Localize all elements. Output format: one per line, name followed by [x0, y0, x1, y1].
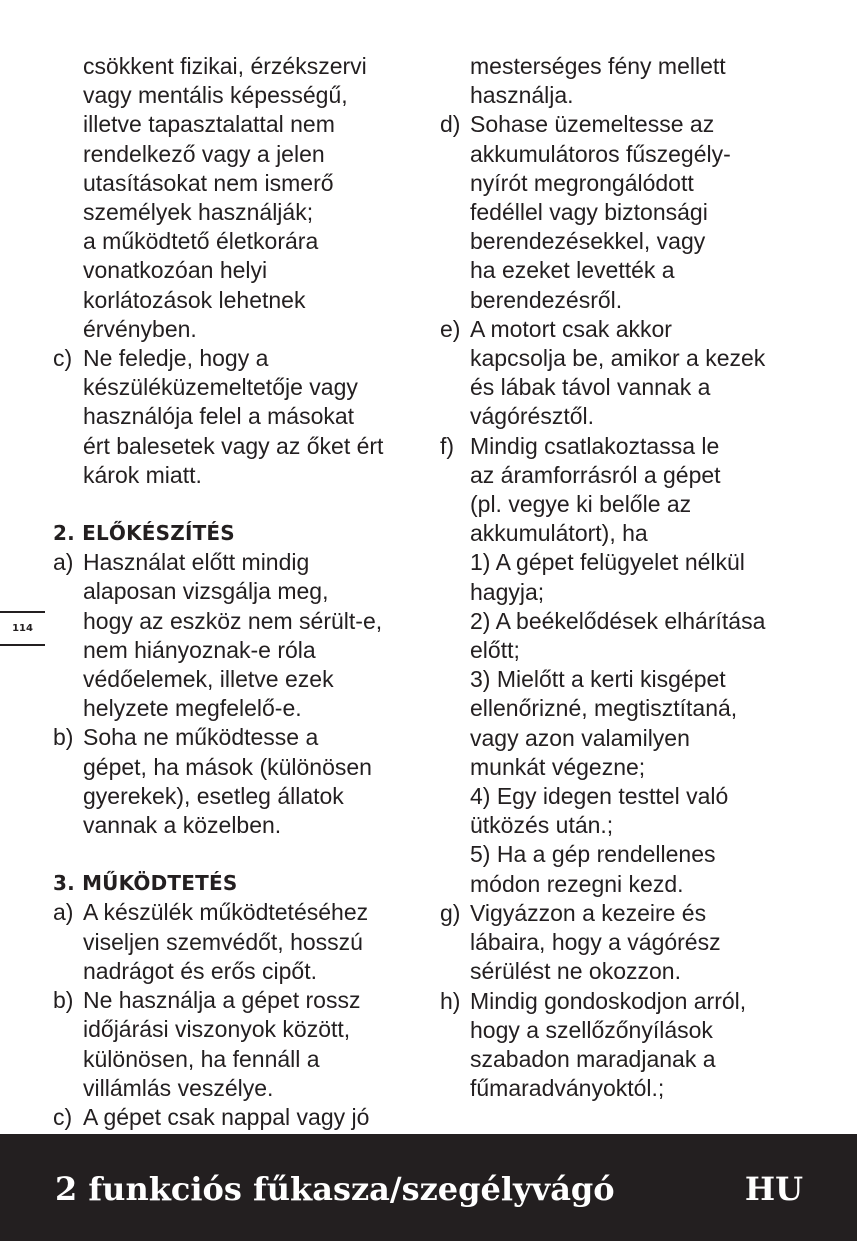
list-item-e [440, 315, 810, 432]
text-line: Sohase üzemeltesse az [470, 111, 715, 138]
text-line: berendezésről. [470, 286, 623, 313]
section-heading-preparation: 2. ELŐKÉSZÍTÉS [53, 521, 235, 546]
list-marker: a) [53, 549, 74, 576]
text-line: vágórésztől. [470, 403, 595, 430]
list-marker: g) [440, 899, 461, 926]
text-line: sérülést ne okozzon. [470, 958, 681, 985]
list-item-text [83, 548, 423, 723]
language-code: HU [744, 1170, 803, 1208]
text-line: berendezésekkel, vagy [470, 228, 706, 255]
text-line: módon rezegni kezd. [470, 870, 684, 897]
text-line: kapcsolja be, amikor a kezek [470, 345, 766, 372]
text-line: alaposan vizsgálja meg, [83, 578, 329, 605]
text-line: fedéllel vagy biztonsági [470, 199, 708, 226]
text-line: A gépet csak nappal vagy jó [83, 1103, 370, 1130]
list-marker: b) [53, 987, 74, 1014]
list-item-f [440, 432, 810, 899]
text-line: ütközés után.; [470, 812, 614, 839]
text-line: 2) A beékelődések elhárítása [470, 607, 766, 634]
text-line: nem hiányoznak-e róla [83, 636, 316, 663]
text-line: nyírót megrongálódott [470, 169, 694, 196]
list-item-g [440, 899, 810, 987]
text-line: illetve tapasztalattal nem [83, 111, 335, 138]
text-line: vagy mentális képességű, [83, 82, 348, 109]
text-line: Mindig gondoskodjon arról, [470, 987, 747, 1014]
list-item-text [83, 344, 423, 490]
text-line: (pl. vegye ki belőle az [470, 491, 692, 518]
text-line: Ne feledje, hogy a [83, 345, 269, 372]
list-marker: h) [440, 987, 461, 1014]
text-line: gyerekek), esetleg állatok [83, 782, 344, 809]
text-line: vonatkozóan helyi [83, 257, 268, 284]
list-marker: f) [440, 432, 455, 459]
list-item-c [53, 344, 423, 490]
right-column [440, 52, 810, 1103]
list-item-text [470, 315, 810, 432]
list-marker: d) [440, 111, 461, 138]
text-line: lábaira, hogy a vágórész [470, 929, 721, 956]
product-title: 2 funkciós fűkasza/szegélyvágó [55, 1170, 615, 1208]
text-line: használója felel a másokat [83, 403, 355, 430]
text-line: akkumulátort), ha [470, 520, 648, 547]
section-heading-operation: 3. MŰKÖDTETÉS [53, 871, 238, 896]
text-line: hogy az eszköz nem sérült-e, [83, 607, 383, 634]
text-line: villámlás veszélye. [83, 1074, 274, 1101]
text-line: ellenőrizné, megtisztítaná, [470, 695, 738, 722]
text-line: korlátozások lehetnek [83, 286, 306, 313]
text-line: használja. [470, 82, 574, 109]
list-item-c [53, 1103, 423, 1132]
continued-paragraph [440, 52, 810, 110]
text-line: akkumulátoros fűszegély- [470, 140, 731, 167]
list-item-text [470, 432, 810, 899]
text-line: A készülék működtetéséhez [83, 899, 369, 926]
text-line: védőelemek, illetve ezek [83, 666, 334, 693]
text-line: ért balesetek vagy az őket ért [83, 432, 384, 459]
text-line: készüléküzemeltetője vagy [83, 374, 358, 401]
text-line: Használat előtt mindig [83, 549, 310, 576]
text-line: a működtető életkorára [83, 228, 319, 255]
footer-bar [0, 1134, 857, 1241]
text-line: hogy a szellőzőnyílások [470, 1016, 713, 1043]
text-line: károk miatt. [83, 461, 202, 488]
text-line: gépet, ha mások (különösen [83, 753, 372, 780]
text-line: 1) A gépet felügyelet nélkül [470, 549, 745, 576]
text-line: ha ezeket levették a [470, 257, 675, 284]
text-line: fűmaradványoktól.; [470, 1075, 665, 1102]
list-marker: c) [53, 1103, 73, 1130]
text-line: nadrágot és erős cipőt. [83, 957, 317, 984]
text-line: érvényben. [83, 315, 197, 342]
text-line: különösen, ha fennáll a [83, 1045, 320, 1072]
text-line: vagy azon valamilyen [470, 724, 690, 751]
text-line: személyek használják; [83, 199, 314, 226]
list-marker: c) [53, 345, 73, 372]
list-marker: e) [440, 315, 461, 342]
text-line: mesterséges fény mellett [470, 53, 726, 79]
list-item-text [83, 986, 423, 1103]
list-item-h [440, 987, 810, 1104]
text-line: előtt; [470, 637, 520, 664]
list-item-d [440, 110, 810, 314]
list-item-a [53, 548, 423, 723]
left-column [53, 52, 423, 1132]
text-line: és lábak távol vannak a [470, 374, 711, 401]
text-line: Mindig csatlakoztassa le [470, 432, 720, 459]
text-line: szabadon maradjanak a [470, 1045, 716, 1072]
text-line: helyzete megfelelő-e. [83, 695, 302, 722]
continued-paragraph [53, 52, 423, 344]
list-item-text [470, 987, 810, 1104]
text-line: munkát végezne; [470, 753, 646, 780]
list-marker: b) [53, 724, 74, 751]
text-line: Ne használja a gépet rossz [83, 987, 361, 1014]
list-item-text [83, 723, 423, 840]
list-marker: a) [53, 899, 74, 926]
text-line: utasításokat nem ismerő [83, 169, 334, 196]
page-number: 114 [0, 611, 45, 646]
text-line: rendelkező vagy a jelen [83, 140, 325, 167]
list-item-a [53, 898, 423, 986]
text-line: hagyja; [470, 578, 545, 605]
text-line: vannak a közelben. [83, 812, 282, 839]
text-line: Soha ne működtesse a [83, 724, 319, 751]
text-line: Vigyázzon a kezeire és [470, 899, 707, 926]
list-item-text [83, 898, 423, 986]
text-line: 4) Egy idegen testtel való [470, 783, 729, 810]
list-item-text [470, 899, 810, 987]
text-line: viseljen szemvédőt, hosszú [83, 928, 363, 955]
text-line: időjárási viszonyok között, [83, 1016, 351, 1043]
text-line: A motort csak akkor [470, 315, 672, 342]
list-item-b [53, 986, 423, 1103]
list-item-text [83, 1103, 423, 1132]
text-line: 3) Mielőtt a kerti kisgépet [470, 666, 726, 693]
text-line: csökkent fizikai, érzékszervi [83, 53, 367, 79]
text-line: 5) Ha a gép rendellenes [470, 841, 716, 868]
text-line: az áramforrásról a gépet [470, 461, 721, 488]
list-item-b [53, 723, 423, 840]
list-item-text [470, 110, 810, 314]
